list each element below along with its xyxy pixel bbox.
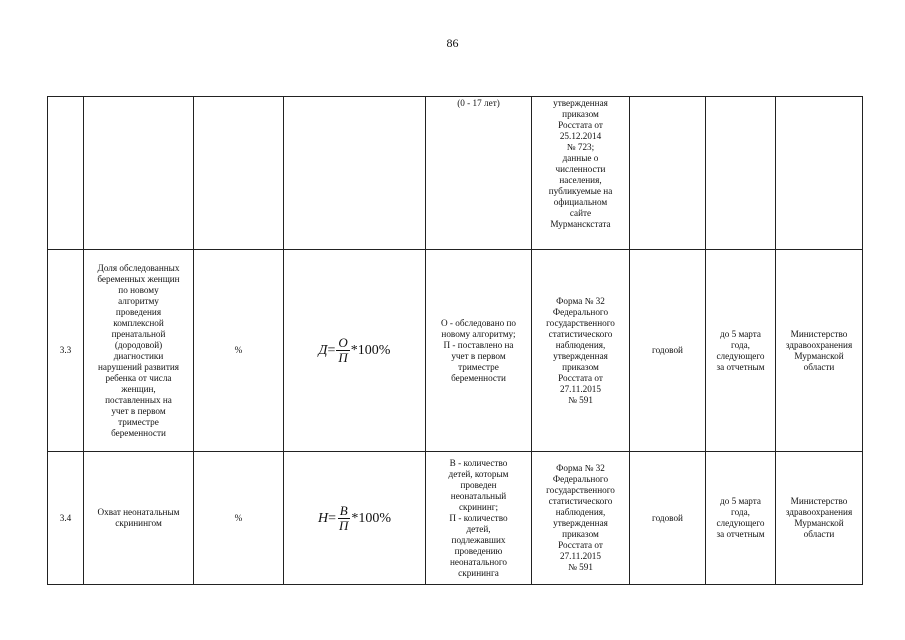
formula-cell bbox=[284, 250, 426, 452]
data-source-line: Мурманскстата bbox=[550, 219, 611, 229]
definitions bbox=[426, 452, 532, 585]
data-source-line: сайте bbox=[569, 208, 592, 218]
definitions-line: беременности bbox=[451, 372, 506, 383]
indicator-name-line: беременности bbox=[111, 427, 166, 438]
responsible-line: области bbox=[803, 361, 835, 372]
indicator-name-line: Охват неонатальным bbox=[97, 507, 180, 517]
data-source-line: Форма № 32 bbox=[556, 295, 605, 306]
data-source-line: № 591 bbox=[568, 394, 593, 405]
definitions-line: О - обследовано по bbox=[440, 317, 517, 328]
unit: % bbox=[194, 250, 284, 452]
indicator-name-line: Доля обследованных bbox=[97, 262, 180, 273]
indicator-name-line: алгоритму bbox=[118, 295, 159, 306]
data-source-line: государственного bbox=[546, 317, 615, 328]
data-source-line: государственного bbox=[546, 485, 615, 495]
formula-equals: = bbox=[328, 510, 336, 526]
deadline-line: до 5 марта bbox=[720, 496, 761, 506]
table-row bbox=[48, 250, 863, 452]
data-source-line: № 723; bbox=[566, 142, 595, 152]
definitions-line: скрининг; bbox=[458, 501, 499, 512]
formula-denominator: П bbox=[338, 350, 348, 365]
data-source-line: наблюдения, bbox=[555, 507, 606, 517]
responsible-line: Министерство bbox=[790, 496, 848, 506]
formula-fraction bbox=[337, 504, 350, 533]
formula-rhs: *100% bbox=[351, 510, 392, 526]
responsible-line: Мурманской bbox=[794, 350, 844, 361]
indicator-name-line: по новому bbox=[118, 284, 159, 295]
indicator-name bbox=[84, 250, 194, 452]
row-number: 3.3 bbox=[48, 250, 84, 452]
indicator-name-line: пренатальной bbox=[111, 328, 166, 339]
data-source bbox=[532, 97, 630, 250]
data-source-line: численности bbox=[555, 164, 606, 174]
data-source-line: 27.11.2015 bbox=[559, 551, 601, 561]
indicator-name-line: ребенка от числа bbox=[105, 372, 172, 383]
deadline-line: следующего bbox=[716, 518, 765, 528]
deadline-line: за отчетным bbox=[716, 361, 765, 372]
data-source-line: Росстата от bbox=[558, 372, 603, 383]
periodicity: годовой bbox=[630, 250, 706, 452]
unit bbox=[194, 97, 284, 250]
definitions-line: проведен bbox=[460, 479, 497, 490]
periodicity bbox=[630, 97, 706, 250]
responsible bbox=[776, 250, 863, 452]
data-source-line: 27.11.2015 bbox=[559, 383, 601, 394]
deadline bbox=[706, 97, 776, 250]
indicator-name-line: комплексной bbox=[113, 317, 164, 328]
formula-numerator: О bbox=[338, 335, 348, 350]
data-source-line: населения, bbox=[559, 175, 602, 185]
definitions-line: детей, bbox=[466, 523, 491, 534]
data-source bbox=[532, 250, 630, 452]
row-number bbox=[48, 97, 84, 250]
data-source-line: приказом bbox=[562, 361, 599, 372]
data-source-line: Федерального bbox=[552, 474, 609, 484]
indicator-name-line: проведения bbox=[115, 306, 162, 317]
data-source-line: статистического bbox=[548, 496, 613, 506]
data-source-line: утвержденная bbox=[553, 98, 608, 108]
deadline bbox=[706, 452, 776, 585]
indicator-name-line: (дородовой) bbox=[114, 339, 163, 350]
definitions-line: триместре bbox=[458, 361, 499, 372]
unit: % bbox=[194, 452, 284, 585]
data-source-line: Форма № 32 bbox=[556, 463, 605, 473]
indicator-name-line: диагностики bbox=[113, 350, 164, 361]
formula-denominator: П bbox=[338, 517, 349, 533]
deadline-line: за отчетным bbox=[716, 529, 765, 539]
data-source-line: данные о bbox=[562, 153, 599, 163]
responsible-line: Мурманской bbox=[794, 518, 844, 528]
data-source-line: Росстата от bbox=[558, 120, 603, 130]
table-row bbox=[48, 452, 863, 585]
indicator-name-line: нарушений развития bbox=[98, 361, 179, 372]
data-source-line: утвержденная bbox=[553, 350, 608, 361]
formula-numerator: В bbox=[339, 502, 348, 518]
responsible-line: здравоохранения bbox=[785, 507, 853, 517]
data-source-line: приказом bbox=[562, 529, 599, 539]
data-source-line: Федерального bbox=[552, 306, 609, 317]
data-source-line: утвержденная bbox=[553, 518, 608, 528]
data-source-line: наблюдения, bbox=[555, 339, 606, 350]
definitions-line: учет в первом bbox=[451, 350, 506, 361]
indicator-name-line: скринингом bbox=[115, 518, 162, 528]
indicator-name-line: поставленных на bbox=[105, 394, 172, 405]
deadline-line: до 5 марта bbox=[720, 328, 761, 339]
formula-lhs: Д bbox=[318, 343, 328, 358]
definitions-line: П - количество bbox=[449, 512, 508, 523]
indicator-name bbox=[84, 452, 194, 585]
definitions-line: (0 - 17 лет) bbox=[457, 98, 500, 108]
indicator-name-line: учет в первом bbox=[111, 405, 166, 416]
responsible bbox=[776, 452, 863, 585]
formula-rhs: *100% bbox=[350, 343, 391, 358]
definitions-line: П - поставлено на bbox=[443, 339, 514, 350]
responsible-line: области bbox=[803, 529, 835, 539]
definitions-line: детей, которым bbox=[448, 468, 509, 479]
table-row bbox=[48, 97, 863, 250]
indicator-name-line: беременных женщин bbox=[97, 273, 180, 284]
indicator-name bbox=[84, 97, 194, 250]
definitions bbox=[426, 97, 532, 250]
row-number: 3.4 bbox=[48, 452, 84, 585]
formula-cell bbox=[284, 452, 426, 585]
indicators-table bbox=[47, 96, 863, 585]
formula-lhs: Н bbox=[317, 510, 329, 526]
deadline-line: года, bbox=[731, 339, 750, 350]
definitions bbox=[426, 250, 532, 452]
data-source-line: статистического bbox=[548, 328, 613, 339]
indicator-name-line: триместре bbox=[118, 416, 159, 427]
formula-equals: = bbox=[327, 343, 336, 358]
responsible-line: Министерство bbox=[790, 328, 848, 339]
definitions-line: неонатальный bbox=[450, 490, 507, 501]
formula-cell bbox=[284, 97, 426, 250]
deadline-line: года, bbox=[731, 507, 750, 517]
definitions-line: неонатального bbox=[449, 556, 508, 567]
data-source-line: 25.12.2014 bbox=[559, 131, 602, 141]
data-source-line: Росстата от bbox=[558, 540, 603, 550]
definitions-line: подлежавших bbox=[451, 534, 506, 545]
data-source-line: № 591 bbox=[568, 562, 593, 572]
data-source bbox=[532, 452, 630, 585]
data-source-line: публикуемые на bbox=[548, 186, 613, 196]
responsible-line: здравоохранения bbox=[785, 339, 853, 350]
definitions-line: скрининга bbox=[458, 567, 499, 578]
data-source-line: официальном bbox=[553, 197, 608, 207]
periodicity: годовой bbox=[630, 452, 706, 585]
page-number: 86 bbox=[446, 36, 459, 50]
formula bbox=[319, 336, 391, 365]
definitions-line: В - количество bbox=[449, 457, 508, 468]
deadline bbox=[706, 250, 776, 452]
formula-fraction bbox=[336, 336, 349, 365]
responsible bbox=[776, 97, 863, 250]
data-source-line: приказом bbox=[562, 109, 599, 119]
formula bbox=[318, 504, 391, 533]
definitions-line: новому алгоритму; bbox=[441, 328, 516, 339]
indicator-name-line: женщин, bbox=[121, 383, 156, 394]
deadline-line: следующего bbox=[716, 350, 765, 361]
definitions-line: проведению bbox=[454, 545, 503, 556]
